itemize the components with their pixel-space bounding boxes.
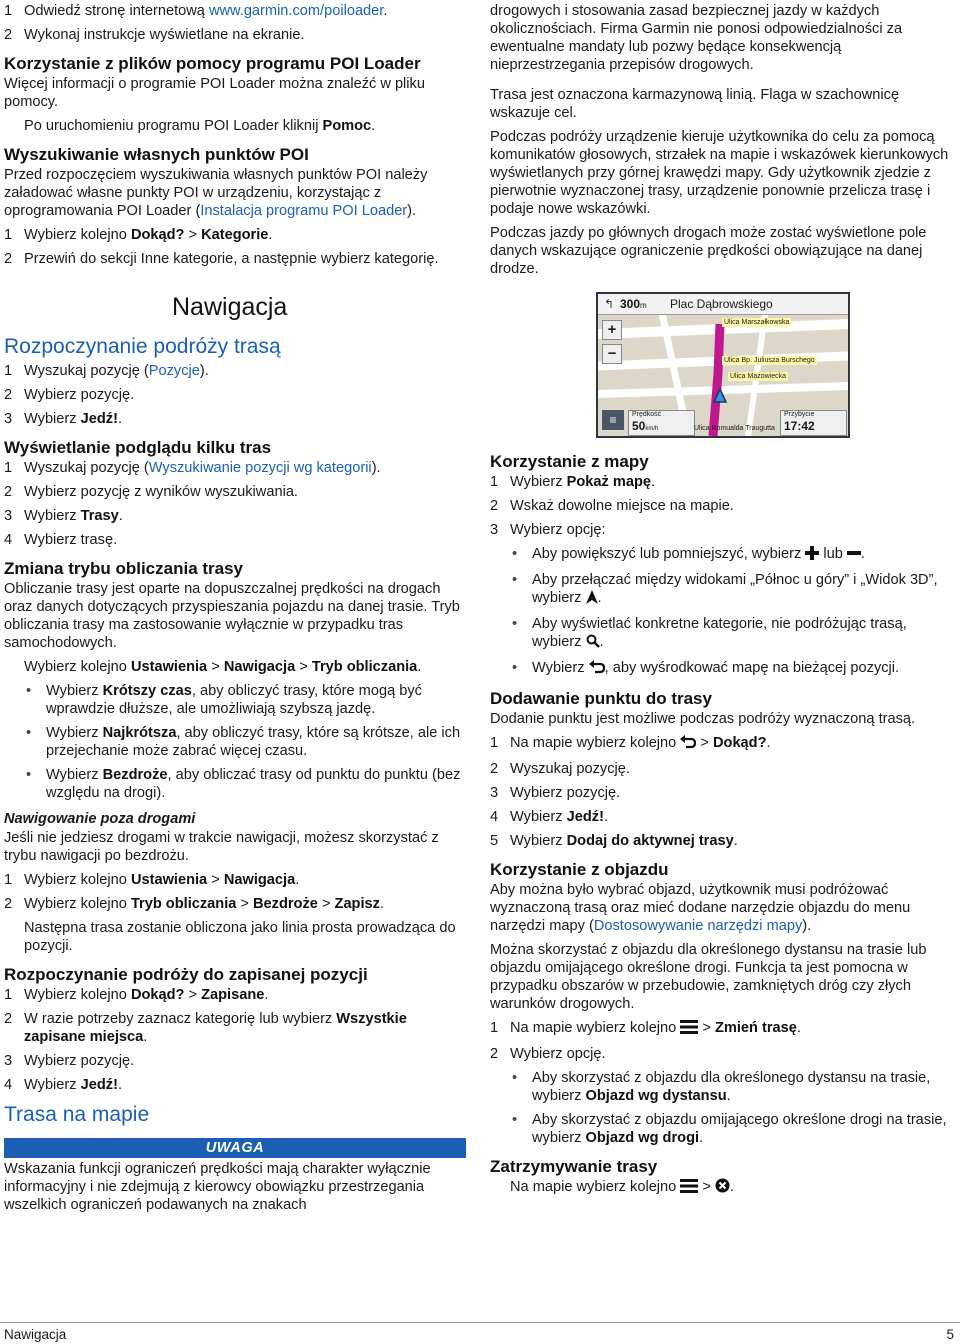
paragraph: Obliczanie trasy jest oparte na dopuszczalnej prędkości na drogach oraz danych dotyczących przyspieszania pojazdu na danej trasie. Tryb obliczania trasy ma zastosowanie wyłącznie w przypadku tras samochodowych. (4, 581, 460, 651)
paragraph: drogowych i stosowania zasad bezpiecznej jazdy w każdych okolicznościach. Firma Garmin nie ponosi odpowiedzialności za ewentualne mandaty lub pozwy będące konsekwencją nieprzestrzegania przepisów drogowych. (490, 3, 903, 73)
page-footer (0, 1322, 960, 1343)
steps-list (4, 459, 466, 549)
paragraph: Na mapie wybierz kolejno > . (490, 1178, 954, 1198)
paragraph: Wybierz kolejno Ustawienia > Nawigacja > Tryb obliczania. (24, 659, 422, 675)
section-title: Rozpoczynanie podróży trasą (4, 335, 281, 358)
list-item: • Wybierz Najkrótsza, aby obliczyć trasy, które są krótsze, ale ich przejechanie może zabrać więcej czasu. (24, 724, 466, 760)
chapter-title: Nawigacja (172, 293, 288, 321)
subsection-heading: Nawigowanie poza drogami (4, 811, 196, 827)
list-item: 4 Wybierz Jedź!. (490, 809, 609, 825)
speed-box: Prędkość 50km/h (628, 410, 695, 436)
list-item: 3 Wybierz pozycję. (490, 785, 621, 801)
steps-list (490, 734, 954, 850)
list-item: • Wybierz Bezdroże, aby obliczać trasy od punktu do punktu (bez względu na drogi). (24, 766, 466, 802)
section-heading: Korzystanie z plików pomocy programu POI Loader (4, 54, 421, 73)
street-label: Ulica Mazowiecka (730, 373, 787, 380)
menu-icon (680, 1020, 698, 1039)
footer-section: Nawigacja (4, 1327, 67, 1342)
list-item: 2 Wybierz kolejno Tryb obliczania > Bezdroże > Zapisz. (4, 896, 385, 912)
bullet-list (4, 682, 466, 802)
garmin-poiloader-link[interactable]: www.garmin.com/poiloader (208, 3, 384, 19)
zoom-in-button[interactable]: + (602, 320, 622, 340)
list-item: 1 Wybierz kolejno Dokąd? > Kategorie. (4, 227, 273, 243)
street-label: Ulica Bp. Juliusza Burschego (724, 357, 815, 364)
list-item: 2 W razie potrzeby zaznacz kategorię lub wybierz Wszystkie zapisane miejsca. (4, 1011, 407, 1045)
next-street-label: Plac Dąbrowskiego (670, 297, 773, 311)
list-item: • Aby przełączać między widokami „Północ u góry” i „Widok 3D”, wybierz . (510, 571, 954, 609)
paragraph: Więcej informacji o programie POI Loader można znaleźć w pliku pomocy. (4, 76, 425, 110)
list-item: • Wybierz Krótszy czas, aby obliczyć trasy, które mogą być wprawdzie dłuższe, ale umożliwiają szybszą jazdę. (24, 682, 466, 718)
paragraph: Podczas podróży urządzenie kieruje użytkownika do celu za pomocą komunikatów głosowych, strzałek na mapie i wskazówek kierunkowych wyświetlanych przy górnej krawędzi mapy. Gdy użytkownik zjedzie z pierwotnie wyznaczonej trasy, urządzenie ponownie przelicza trasę i podaje nowe wskazówki. (490, 129, 949, 217)
steps-list (4, 362, 466, 428)
back-arrow-icon (589, 660, 605, 679)
paragraph: Następna trasa zostanie obliczona jako linia prosta prowadząca do pozycji. (24, 920, 456, 954)
back-arrow-icon (680, 735, 696, 754)
zoom-out-button[interactable]: − (602, 344, 622, 364)
section-heading: Dodawanie punktu do trasy (490, 689, 712, 708)
menu-button[interactable]: ≡ (602, 410, 624, 430)
section-heading: Rozpoczynanie podróży do zapisanej pozycji (4, 965, 368, 984)
arrival-box: Przybycie 17:42 (780, 410, 847, 436)
section-heading: Korzystanie z mapy (490, 452, 649, 471)
left-column (4, 2, 466, 1220)
paragraph: Można skorzystać z objazdu dla określonego dystansu na trasie lub objazdu omijającego określone drogi. Funkcja ta jest pomocna w przypadku obszarów w przebudowie, zamkniętych dróg czy złych warunków drogowych. (490, 942, 927, 1012)
stop-route-icon (715, 1178, 730, 1198)
plus-icon (805, 546, 819, 565)
list-item: 2 Przewiń do sekcji Inne kategorie, a następnie wybierz kategorię. (4, 251, 439, 267)
steps-list (4, 226, 466, 268)
list-item: 2 Wybierz opcję. (490, 1046, 606, 1062)
list-item: 1 Wybierz kolejno Dokąd? > Zapisane. (4, 987, 269, 1003)
list-item: 3 Wybierz opcję: (490, 522, 606, 538)
paragraph: Aby można było wybrać objazd, użytkownik musi podróżować wyznaczoną trasą oraz mieć dodane narzędzie objazdu do menu narzędzi mapy (Dostosowywanie narzędzi mapy). (490, 882, 911, 934)
steps-list (4, 986, 466, 1094)
poi-loader-install-link[interactable]: Instalacja programu POI Loader (200, 203, 408, 219)
top-bar: ↰ 300m Plac Dąbrowskiego (598, 294, 848, 315)
category-search-link[interactable]: Wyszukiwanie pozycji wg kategorii (148, 460, 372, 476)
list-item: 2 Wskaż dowolne miejsce na mapie. (490, 498, 734, 514)
steps-list (490, 473, 954, 539)
paragraph: Przed rozpoczęciem wyszukiwania własnych punktów POI należy załadować własne punkty POI w urządzeniu, korzystając z oprogramowania POI Loader (Instalacja programu POI Loader). (4, 167, 428, 219)
section-title: Trasa na mapie (4, 1103, 150, 1126)
map-view-arrow-icon (586, 590, 598, 609)
paragraph: Podczas jazdy po głównych drogach może zostać wyświetlone pole danych wskazujące ograniczenie prędkości obowiązujące na danej drodze. (490, 225, 927, 277)
navigation-map-screenshot (596, 292, 850, 438)
turn-arrow-icon: ↰ (603, 297, 615, 311)
list-item: 1 Na mapie wybierz kolejno > Dokąd?. (490, 734, 954, 754)
bullet-list (490, 1069, 954, 1147)
steps-list (4, 871, 466, 913)
list-item: • Aby powiększyć lub pomniejszyć, wybierz lub . (510, 545, 954, 565)
customize-map-tools-link[interactable]: Dostosowywanie narzędzi mapy (593, 918, 803, 934)
list-item: • Aby skorzystać z objazdu omijającego określone drogi na trasie, wybierz Objazd wg drogi. (510, 1111, 954, 1147)
section-heading: Korzystanie z objazdu (490, 860, 669, 879)
right-column (490, 2, 954, 1204)
section-heading: Wyświetlanie podglądu kilku tras (4, 438, 272, 457)
paragraph: Jeśli nie jedziesz drogami w trakcie nawigacji, możesz skorzystać z trybu nawigacji po bezdrożu. (4, 830, 439, 864)
steps-list (490, 1019, 954, 1063)
list-item: 2 Wybierz pozycję z wyników wyszukiwania. (4, 484, 298, 500)
list-item: 1 Wyszukaj pozycję (Wyszukiwanie pozycji wg kategorii). (4, 460, 381, 476)
list-item: 3 Wybierz Trasy. (4, 508, 123, 524)
list-item: 4 Wybierz trasę. (4, 532, 118, 548)
list-item: • Aby wyświetlać konkretne kategorie, nie podróżując trasą, wybierz . (510, 615, 954, 653)
list-item: • Wybierz , aby wyśrodkować mapę na bieżącej pozycji. (510, 659, 954, 679)
list-item: 1 Wybierz Pokaż mapę. (490, 474, 656, 490)
street-label: Ulica Marszałkowska (724, 319, 790, 326)
section-heading: Zmiana trybu obliczania trasy (4, 559, 244, 578)
list-item: 2 Wybierz pozycję. (4, 387, 135, 403)
intro-steps (4, 2, 466, 44)
list-item: • Aby skorzystać z objazdu dla określonego dystansu na trasie, wybierz Objazd wg dystansu. (510, 1069, 954, 1105)
paragraph: Po uruchomieniu programu POI Loader kliknij Pomoc. (24, 118, 376, 134)
menu-icon (680, 1179, 698, 1198)
list-item: 2 Wyszukaj pozycję. (490, 761, 630, 777)
warning-bar: UWAGA (4, 1138, 466, 1158)
bullet-list (490, 545, 954, 679)
current-street-label: Ulica Romualda Traugutta (694, 425, 775, 432)
list-item: 2 Wykonaj instrukcje wyświetlane na ekranie. (4, 27, 305, 43)
section-heading: Wyszukiwanie własnych punktów POI (4, 145, 309, 164)
list-item: 5 Wybierz Dodaj do aktywnej trasy. (490, 833, 738, 849)
search-icon (586, 634, 600, 653)
section-heading: Zatrzymywanie trasy (490, 1157, 658, 1176)
list-item: 3 Wybierz Jedź!. (4, 411, 123, 427)
paragraph: Trasa jest oznaczona karmazynową linią. Flaga w szachownicę wskazuje cel. (490, 87, 900, 121)
warning-text: Wskazania funkcji ograniczeń prędkości mają charakter wyłącznie informacyjny i nie zdejmują z kierowcy obowiązku przestrzegania wszelkich ograniczeń podawanych na znakach (4, 1161, 431, 1213)
list-item: 1 Wyszukaj pozycję (Pozycje). (4, 363, 209, 379)
page-number: 5 (946, 1327, 954, 1342)
list-item: 4 Wybierz Jedź!. (4, 1077, 123, 1093)
paragraph: Dodanie punktu jest możliwe podczas podróży wyznaczoną trasą. (490, 711, 916, 727)
list-item: 1 Odwiedź stronę internetową www.garmin.com/poiloader. (4, 3, 388, 19)
list-item: 1 Wybierz kolejno Ustawienia > Nawigacja. (4, 872, 300, 888)
pozycje-link[interactable]: Pozycje (148, 363, 200, 379)
minus-icon (847, 546, 861, 565)
list-item: 1 Na mapie wybierz kolejno > Zmień trasę. (490, 1019, 954, 1039)
list-item: 3 Wybierz pozycję. (4, 1053, 135, 1069)
